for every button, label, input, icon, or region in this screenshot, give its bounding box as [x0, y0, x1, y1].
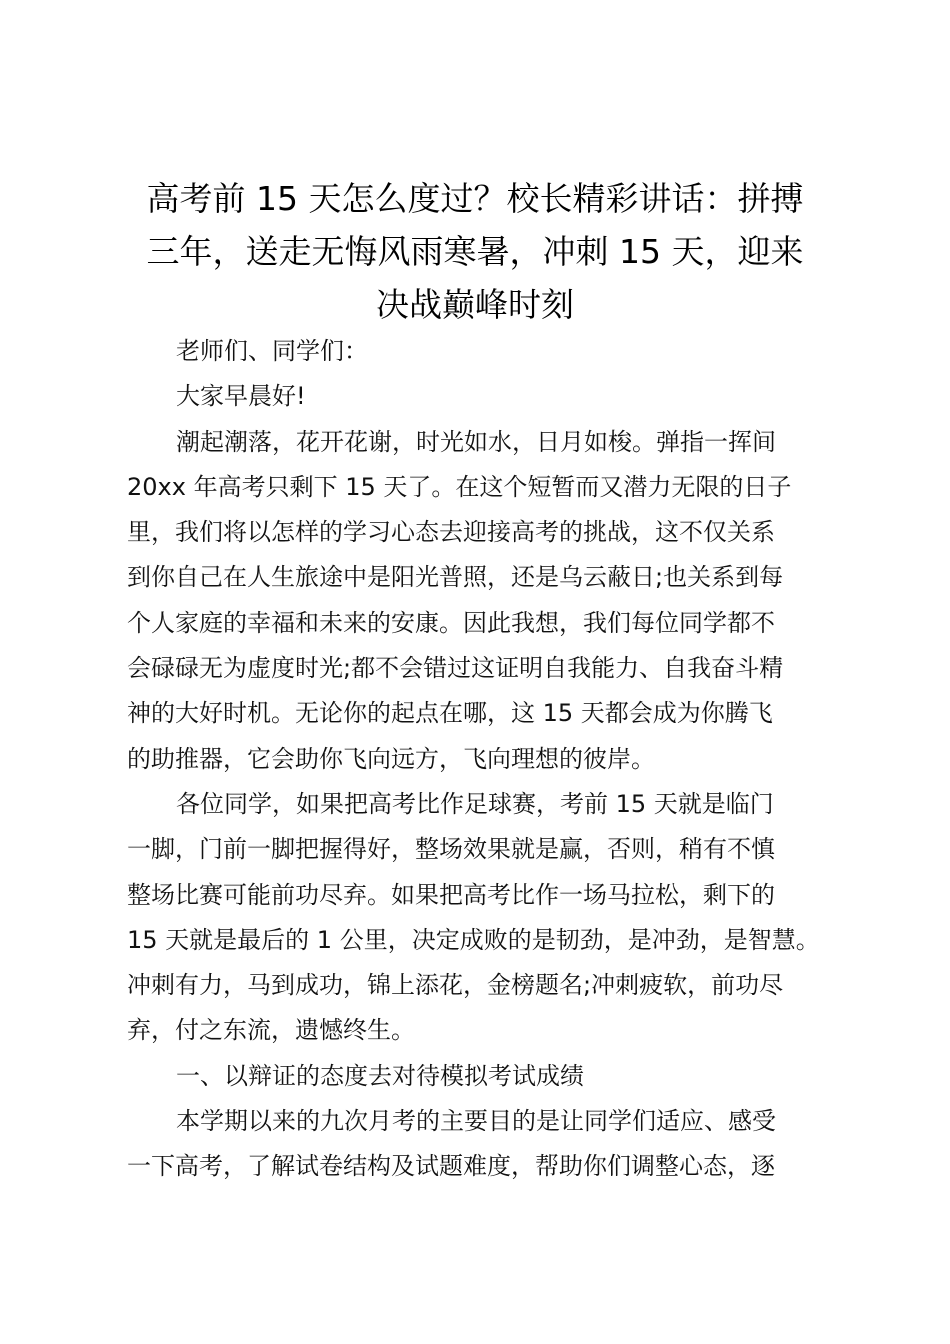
paragraph-3-line: 一下高考，了解试卷结构及试题难度，帮助你们调整心态，逐: [127, 1152, 775, 1181]
paragraph-2-line: 各位同学，如果把高考比作足球赛，考前 15 天就是临门: [176, 789, 774, 818]
paragraph-1-line: 会碌碌无为虚度时光;都不会错过这证明自我能力、自我奋斗精: [127, 654, 784, 683]
title-line-3: 决战巅峰时刻: [376, 285, 574, 324]
paragraph-3-line: 本学期以来的九次月考的主要目的是让同学们适应、感受: [176, 1107, 776, 1136]
document-body: [127, 329, 833, 1190]
salutation: 老师们、同学们：: [176, 337, 368, 365]
paragraph-2-line: 冲刺有力，马到成功，锦上添花，金榜题名;冲刺疲软，前功尽: [127, 971, 784, 1000]
paragraph-2-line: 弃，付之东流，遗憾终生。: [127, 1016, 415, 1045]
paragraph-1-line: 个人家庭的幸福和未来的安康。因此我想，我们每位同学都不: [127, 608, 775, 637]
paragraph-1-line: 到你自己在人生旅途中是阳光普照，还是乌云蔽日;也关系到每: [127, 563, 784, 592]
document-title: [118, 172, 832, 331]
paragraph-1-line: 里，我们将以怎样的学习心态去迎接高考的挑战，这不仅关系: [127, 518, 775, 547]
paragraph-2-line: 一脚，门前一脚把握得好，整场效果就是赢，否则，稍有不慎: [127, 835, 775, 864]
paragraph-2-line: 整场比赛可能前功尽弃。如果把高考比作一场马拉松，剩下的: [127, 880, 775, 909]
paragraph-1-line: 神的大好时机。无论你的起点在哪，这 15 天都会成为你腾飞: [127, 699, 773, 728]
title-line-2: 三年，送走无悔风雨寒暑，冲刺 15 天，迎来: [146, 232, 804, 271]
greeting: 大家早晨好!: [176, 382, 306, 411]
section-heading: 一、以辩证的态度去对待模拟考试成绩: [176, 1061, 584, 1090]
paragraph-1-line: 潮起潮落，花开花谢，时光如水，日月如梭。弹指一挥间: [176, 427, 776, 456]
paragraph-1-line: 20xx 年高考只剩下 15 天了。在这个短暂而又潜力无限的日子: [127, 472, 792, 501]
paragraph-2-line: 15 天就是最后的 1 公里，决定成败的是韧劲，是冲劲，是智慧。: [127, 925, 820, 954]
title-line-1: 高考前 15 天怎么度过？校长精彩讲话：拼搏: [146, 179, 804, 218]
paragraph-1-line: 的助推器，它会助你飞向远方，飞向理想的彼岸。: [127, 744, 655, 773]
